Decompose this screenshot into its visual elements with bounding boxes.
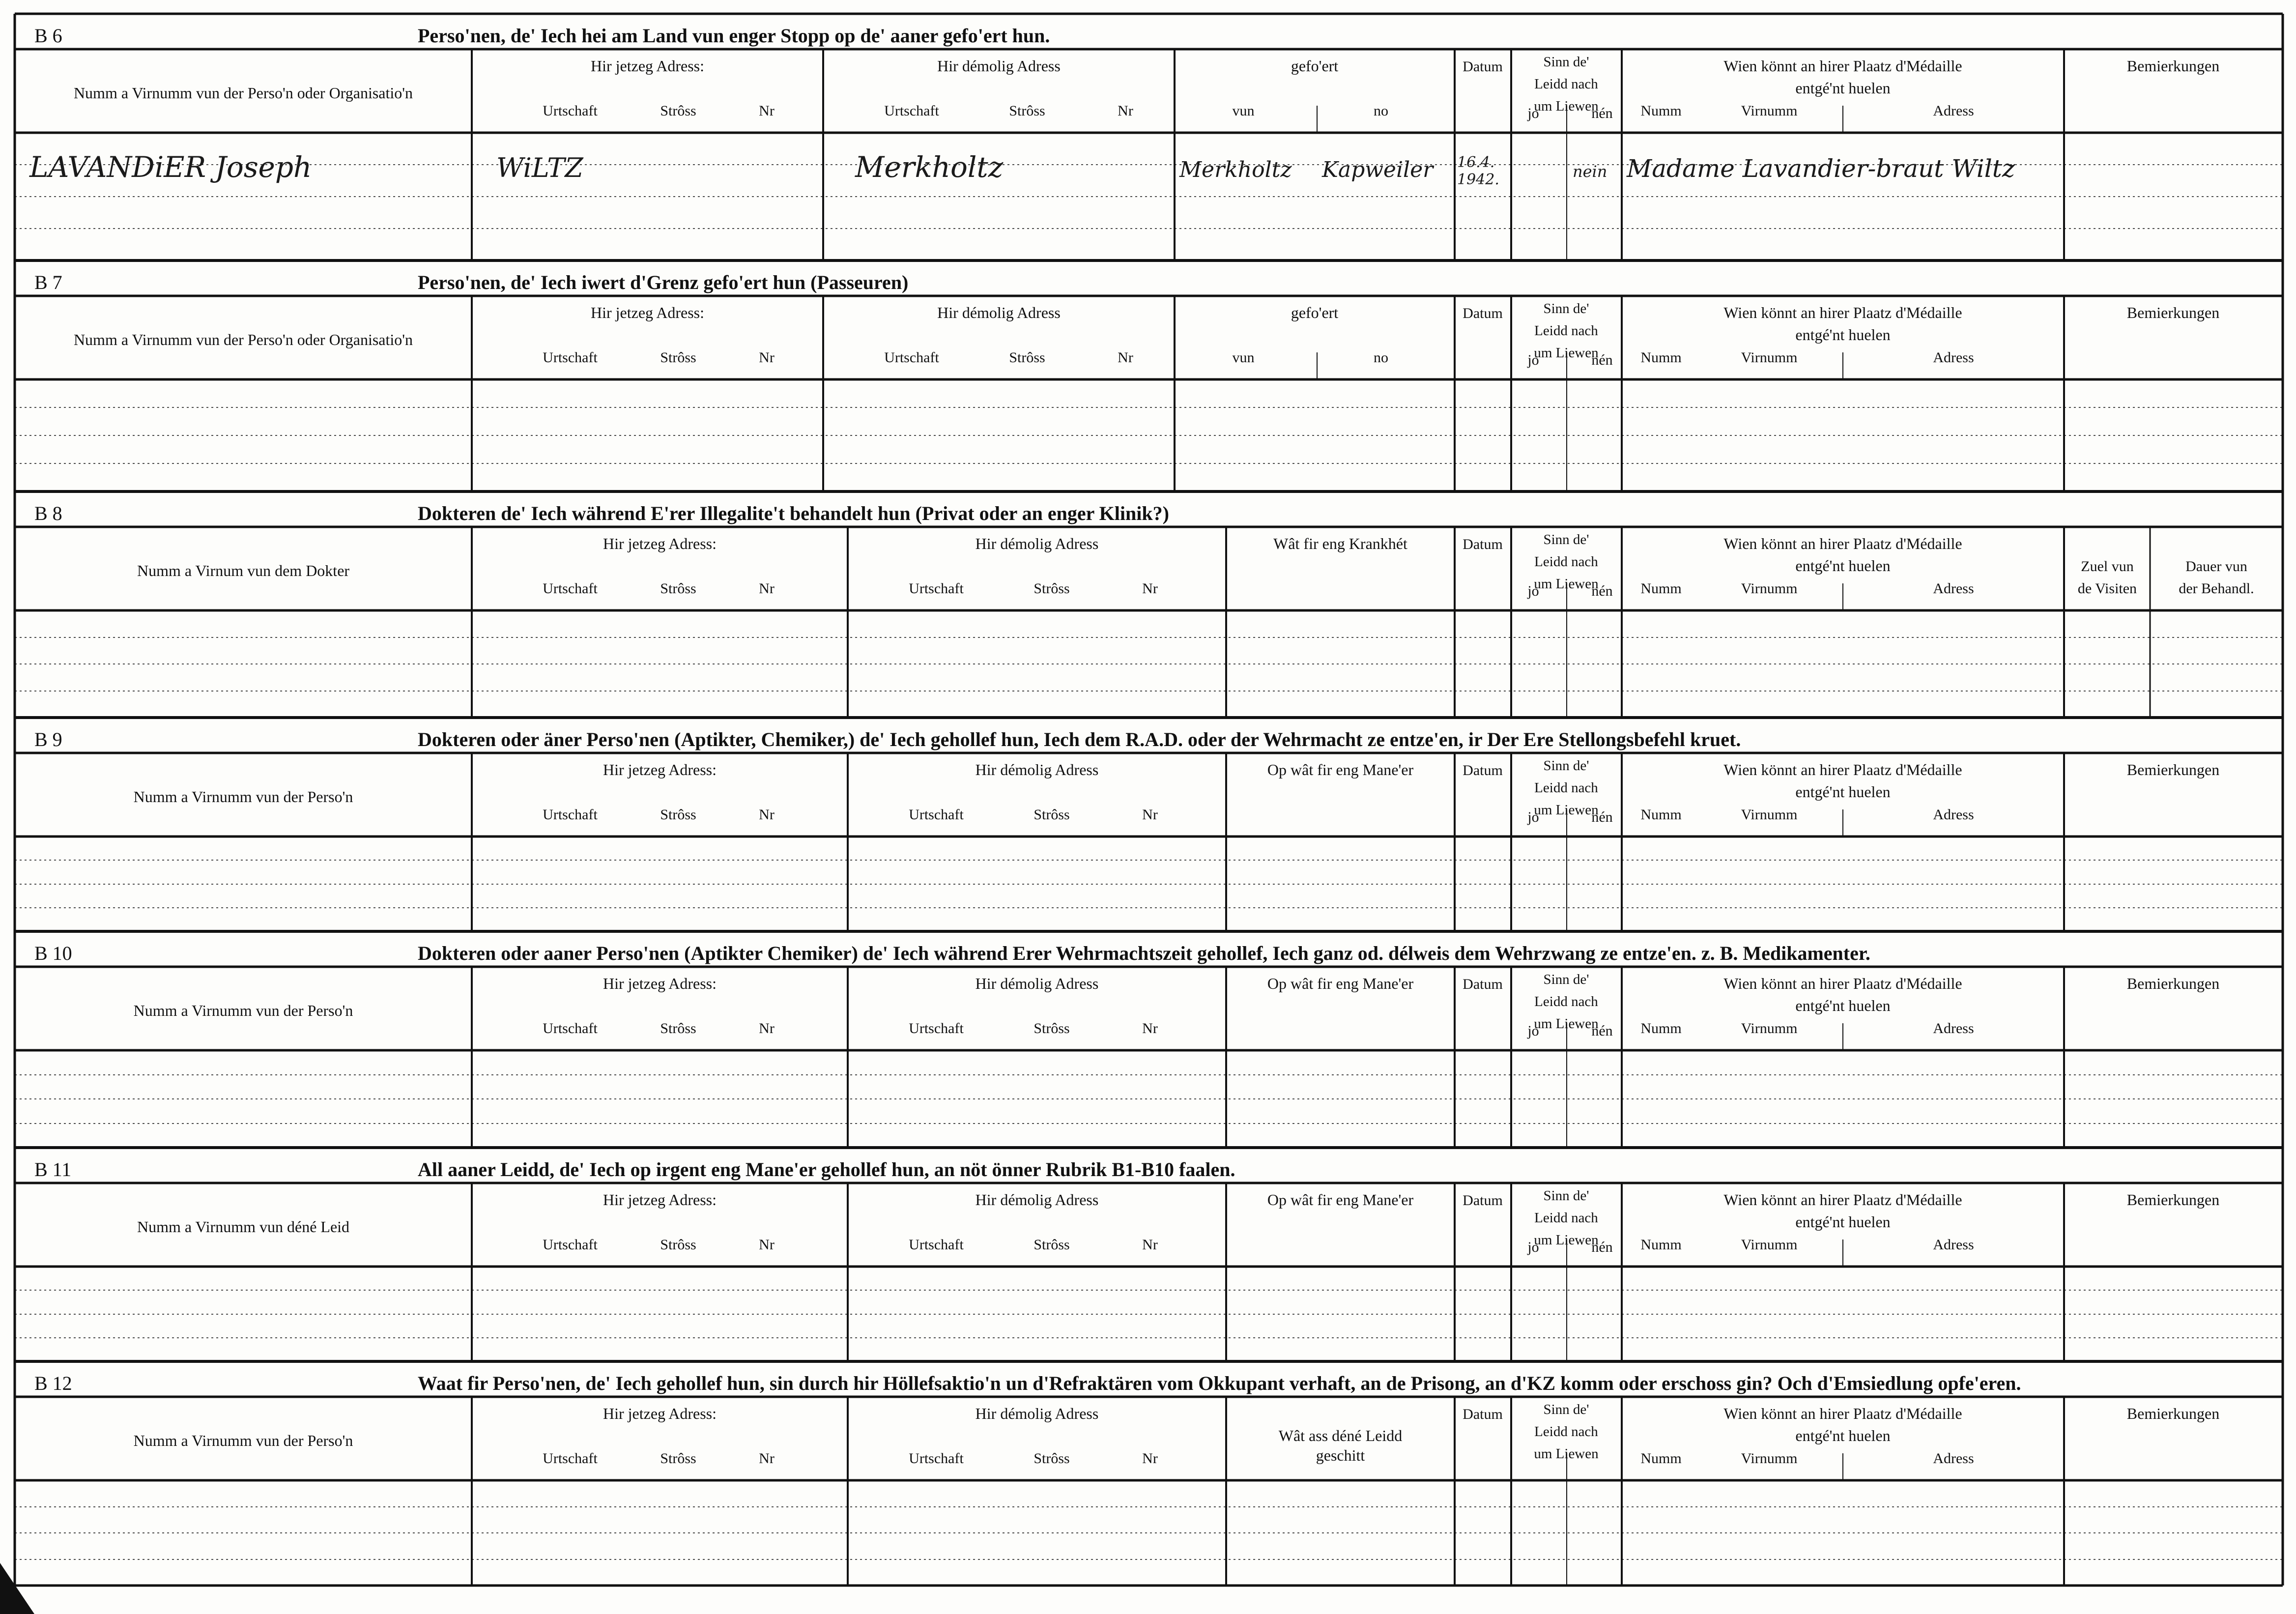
section-title: Perso'nen, de' Iech hei am Land vun enger Stopp op de' aaner gefo'ert hun. — [418, 25, 1050, 47]
label-stross: Strôss — [660, 580, 696, 597]
label-urtschaft: Urtschaft — [543, 580, 598, 597]
label-urtschaft: Urtschaft — [909, 580, 964, 597]
entry-old-place: Merkholtz — [855, 150, 1004, 184]
column-label-medal: Wien könnt an hirer Plaatz d'Médaille — [1723, 57, 1962, 75]
column-label-medal: Wien könnt an hirer Plaatz d'Médaille — [1723, 975, 1962, 992]
label-stross: Strôss — [1033, 1020, 1070, 1037]
column-label-datum: Datum — [1463, 1192, 1503, 1209]
label-urtschaft: Urtschaft — [543, 1237, 598, 1253]
entry-date: 1942. — [1457, 171, 1499, 188]
section-code: B 9 — [34, 728, 62, 750]
label-urtschaft: Urtschaft — [543, 103, 598, 119]
label-nr: Nr — [1142, 1450, 1158, 1467]
label-stross: Strôss — [1009, 103, 1045, 119]
label-virnumm: Virnumm — [1741, 580, 1798, 597]
column-label-manner: Op wât fir eng Mane'er — [1267, 1191, 1414, 1209]
column-label-sinn: Leidd nach — [1534, 1210, 1598, 1226]
column-label-datum: Datum — [1463, 58, 1503, 75]
column-label-sinn: Sinn de' — [1543, 758, 1589, 774]
column-label-sinn: Sinn de' — [1543, 972, 1589, 987]
label-nr: Nr — [759, 807, 775, 823]
column-label-remarks: Bemierkungen — [2126, 975, 2220, 992]
entry-to: Kapweiler — [1322, 157, 1434, 182]
column-label-old-address: Hir démolig Adress — [937, 304, 1061, 321]
label-nr: Nr — [759, 1237, 775, 1253]
column-label-current-address: Hir jetzeg Adress: — [590, 57, 705, 75]
label-stross: Strôss — [1033, 1237, 1070, 1253]
column-label-old-address: Hir démolig Adress — [975, 975, 1099, 992]
label-stross: Strôss — [660, 1020, 696, 1037]
label-stross: Strôss — [660, 103, 696, 119]
column-label-sinn: Sinn de' — [1543, 54, 1589, 70]
label-stross: Strôss — [1009, 349, 1045, 366]
label-stross: Strôss — [1033, 1450, 1070, 1467]
label-nen: nén — [1591, 352, 1613, 368]
label-urtschaft: Urtschaft — [543, 1450, 598, 1467]
label-nr: Nr — [759, 1020, 775, 1037]
label-stross: Strôss — [660, 807, 696, 823]
label-numm: Numm — [1640, 1450, 1682, 1467]
label-jo: jo — [1527, 105, 1539, 121]
column-label-sinn: um Liewen — [1534, 802, 1599, 818]
column-label-sinn: Leidd nach — [1534, 76, 1598, 92]
label-numm: Numm — [1640, 807, 1682, 823]
label-virnumm: Virnumm — [1741, 1237, 1798, 1253]
column-label-name: Numm a Virnumm vun déné Leid — [137, 1218, 350, 1236]
column-label-name: Numm a Virnumm vun der Perso'n oder Organisatio'n — [73, 331, 413, 348]
label-adress: Adress — [1933, 1020, 1974, 1037]
label-numm: Numm — [1640, 349, 1682, 366]
column-label-datum: Datum — [1463, 536, 1503, 552]
label-stross: Strôss — [1033, 807, 1070, 823]
label-virnumm: Virnumm — [1741, 1450, 1798, 1467]
label-urtschaft: Urtschaft — [909, 1237, 964, 1253]
label-vun: vun — [1232, 349, 1255, 366]
label-virnumm: Virnumm — [1741, 807, 1798, 823]
column-label-current-address: Hir jetzeg Adress: — [603, 761, 717, 778]
section-code: B 12 — [34, 1372, 72, 1394]
label-numm: Numm — [1640, 103, 1682, 119]
column-label-gefoert: gefo'ert — [1291, 57, 1339, 75]
label-urtschaft: Urtschaft — [543, 349, 598, 366]
column-label-current-address: Hir jetzeg Adress: — [590, 304, 705, 321]
label-urtschaft: Urtschaft — [543, 1020, 598, 1037]
column-label-datum: Datum — [1463, 1406, 1503, 1422]
section-title: Dokteren oder äner Perso'nen (Aptikter, Chemiker,) de' Iech gehollef hun, Iech dem R.A.D. oder der Wehrmacht ze entze'en, ir Der Ere Stellongsbefehl kruet. — [418, 728, 1741, 750]
column-label-medal: entgé'nt huelen — [1795, 997, 1891, 1014]
column-label-medal: Wien könnt an hirer Plaatz d'Médaille — [1723, 761, 1962, 778]
column-label-name: Numm a Virnumm vun der Perso'n — [133, 1432, 353, 1449]
label-nen: nén — [1591, 583, 1613, 599]
label-urtschaft: Urtschaft — [543, 807, 598, 823]
column-label-old-address: Hir démolig Adress — [975, 535, 1099, 552]
label-stross: Strôss — [660, 349, 696, 366]
column-label-medal: entgé'nt huelen — [1795, 326, 1891, 344]
label-jo: jo — [1527, 583, 1539, 599]
entry-from: Merkholtz — [1179, 157, 1292, 182]
label-nr: Nr — [1142, 580, 1158, 597]
column-label-medal: Wien könnt an hirer Plaatz d'Médaille — [1723, 1405, 1962, 1422]
column-label-medal: entgé'nt huelen — [1795, 557, 1891, 575]
label-no: no — [1374, 349, 1388, 366]
column-label-old-address: Hir démolig Adress — [937, 57, 1061, 75]
column-label-medal: Wien könnt an hirer Plaatz d'Médaille — [1723, 1191, 1962, 1209]
label-nen: nén — [1591, 1239, 1613, 1255]
column-label-medal: entgé'nt huelen — [1795, 1213, 1891, 1231]
entry-date: 16.4. — [1457, 154, 1495, 171]
section-title: Perso'nen, de' Iech iwert d'Grenz gefo'ert hun (Passeuren) — [418, 271, 909, 293]
column-label-old-address: Hir démolig Adress — [975, 761, 1099, 778]
column-label-manner: Op wât fir eng Mane'er — [1267, 975, 1414, 992]
column-label-datum: Datum — [1463, 976, 1503, 992]
label-virnumm: Virnumm — [1741, 1020, 1798, 1037]
section-code: B 11 — [34, 1158, 72, 1181]
label-vun: vun — [1232, 103, 1255, 119]
column-label-current-address: Hir jetzeg Adress: — [603, 535, 717, 552]
column-label-sinn: um Liewen — [1534, 576, 1599, 592]
label-urtschaft: Urtschaft — [909, 807, 964, 823]
section-title: Waat fir Perso'nen, de' Iech gehollef hun, sin durch hir Höllefsaktio'n un d'Refraktären vom Okkupant verhaft, an de Prisong, an d'KZ komm oder erschoss gin? Och d'Emsiedlung opfe'eren. — [418, 1372, 2021, 1394]
label-numm: Numm — [1640, 1020, 1682, 1037]
label-nr: Nr — [1142, 807, 1158, 823]
label-no: no — [1374, 103, 1388, 119]
label-nr: Nr — [1118, 103, 1133, 119]
column-label-medal: entgé'nt huelen — [1795, 1427, 1891, 1444]
label-virnumm: Virnumm — [1741, 103, 1798, 119]
corner-mark — [0, 1563, 34, 1614]
entry-medal-receiver: Madame Lavandier-braut Wiltz — [1627, 154, 2015, 183]
label-nr: Nr — [1118, 349, 1133, 366]
label-jo: jo — [1527, 1239, 1539, 1255]
column-label-name: Numm a Virnumm vun der Perso'n — [133, 788, 353, 806]
label-numm: Numm — [1640, 1237, 1682, 1253]
column-label-medal: entgé'nt huelen — [1795, 79, 1891, 97]
column-label-gefoert: gefo'ert — [1291, 304, 1339, 321]
section-code: B 8 — [34, 502, 62, 524]
column-label-medal: Wien könnt an hirer Plaatz d'Médaille — [1723, 535, 1962, 552]
column-label-current-address: Hir jetzeg Adress: — [603, 1191, 717, 1209]
label-numm: Numm — [1640, 580, 1682, 597]
column-label-treatment: der Behandl. — [2179, 580, 2254, 597]
column-label-medal: Wien könnt an hirer Plaatz d'Médaille — [1723, 304, 1962, 321]
label-urtschaft: Urtschaft — [909, 1020, 964, 1037]
entry-name: LAVANDiER Joseph — [29, 150, 312, 184]
label-nr: Nr — [1142, 1020, 1158, 1037]
column-label-sinn: Leidd nach — [1534, 554, 1598, 570]
column-label-sinn: um Liewen — [1534, 98, 1599, 114]
column-label-sinn: Sinn de' — [1543, 1188, 1589, 1204]
column-label-datum: Datum — [1463, 305, 1503, 321]
entry-nen-mark: nein — [1573, 162, 1607, 181]
label-nen: nén — [1591, 105, 1613, 121]
label-adress: Adress — [1933, 349, 1974, 366]
column-label-sinn: um Liewen — [1534, 345, 1599, 361]
column-label-remarks: Bemierkungen — [2126, 57, 2220, 75]
column-label-sinn: Leidd nach — [1534, 1424, 1598, 1440]
column-label-remarks: Bemierkungen — [2126, 304, 2220, 321]
label-jo: jo — [1527, 1023, 1539, 1039]
label-stross: Strôss — [1033, 580, 1070, 597]
label-nr: Nr — [759, 103, 775, 119]
column-label-what-happened: Wât ass déné Leidd — [1278, 1427, 1403, 1444]
label-nr: Nr — [1142, 1237, 1158, 1253]
label-jo: jo — [1527, 809, 1539, 825]
column-label-remarks: Bemierkungen — [2126, 1191, 2220, 1209]
label-nr: Nr — [759, 1450, 775, 1467]
column-label-manner: Op wât fir eng Mane'er — [1267, 761, 1414, 778]
column-label-remarks: Bemierkungen — [2126, 1405, 2220, 1422]
label-nr: Nr — [759, 349, 775, 366]
label-stross: Strôss — [660, 1450, 696, 1467]
section-title: Dokteren de' Iech während E'rer Illegalite't behandelt hun (Privat oder an enger Klinik?) — [418, 502, 1169, 524]
column-label-visits: de Visiten — [2077, 580, 2137, 597]
label-urtschaft: Urtschaft — [884, 103, 939, 119]
entry-current-place: WiLTZ — [496, 152, 583, 183]
column-label-remarks: Bemierkungen — [2126, 761, 2220, 778]
label-jo: jo — [1527, 352, 1539, 368]
column-label-sinn: Sinn de' — [1543, 1402, 1589, 1417]
label-adress: Adress — [1933, 580, 1974, 597]
section-code: B 7 — [34, 271, 62, 293]
column-label-sinn: Leidd nach — [1534, 994, 1598, 1009]
column-label-old-address: Hir démolig Adress — [975, 1191, 1099, 1209]
column-label-name: Numm a Virnumm vun der Perso'n oder Organisatio'n — [73, 84, 413, 102]
column-label-datum: Datum — [1463, 762, 1503, 778]
column-label-medal: entgé'nt huelen — [1795, 783, 1891, 801]
label-adress: Adress — [1933, 1450, 1974, 1467]
column-label-what-happened: geschitt — [1316, 1446, 1365, 1464]
label-nen: nén — [1591, 809, 1613, 825]
section-title: All aaner Leidd, de' Iech op irgent eng Mane'er gehollef hun, an nöt önner Rubrik B1-B10 faalen. — [418, 1158, 1235, 1181]
column-label-sinn: um Liewen — [1534, 1446, 1599, 1462]
column-label-name: Numm a Virnumm vun der Perso'n — [133, 1002, 353, 1019]
section-code: B 6 — [34, 25, 62, 47]
column-label-current-address: Hir jetzeg Adress: — [603, 975, 717, 992]
column-label-treatment: Dauer vun — [2185, 558, 2247, 575]
column-label-sinn: Sinn de' — [1543, 301, 1589, 317]
label-adress: Adress — [1933, 1237, 1974, 1253]
label-adress: Adress — [1933, 807, 1974, 823]
column-label-sinn: um Liewen — [1534, 1232, 1599, 1248]
label-adress: Adress — [1933, 103, 1974, 119]
column-label-visits: Zuel vun — [2081, 558, 2134, 575]
column-label-sinn: Sinn de' — [1543, 532, 1589, 548]
label-virnumm: Virnumm — [1741, 349, 1798, 366]
label-urtschaft: Urtschaft — [909, 1450, 964, 1467]
section-code: B 10 — [34, 942, 72, 964]
label-urtschaft: Urtschaft — [884, 349, 939, 366]
column-label-sinn: um Liewen — [1534, 1016, 1599, 1032]
label-nen: nén — [1591, 1023, 1613, 1039]
column-label-name: Numm a Virnum vun dem Dokter — [137, 562, 350, 579]
column-label-current-address: Hir jetzeg Adress: — [603, 1405, 717, 1422]
column-label-sinn: Leidd nach — [1534, 780, 1598, 796]
section-title: Dokteren oder aaner Perso'nen (Aptikter Chemiker) de' Iech während Erer Wehrmachtszeit gehollef, Iech ganz od. délweis dem Wehrzwang ze entze'en. z. B. Medikamenter. — [418, 942, 1870, 964]
column-label-illness: Wât fir eng Krankhét — [1273, 535, 1407, 552]
column-label-sinn: Leidd nach — [1534, 323, 1598, 339]
label-stross: Strôss — [660, 1237, 696, 1253]
column-label-old-address: Hir démolig Adress — [975, 1405, 1099, 1422]
label-nr: Nr — [759, 580, 775, 597]
